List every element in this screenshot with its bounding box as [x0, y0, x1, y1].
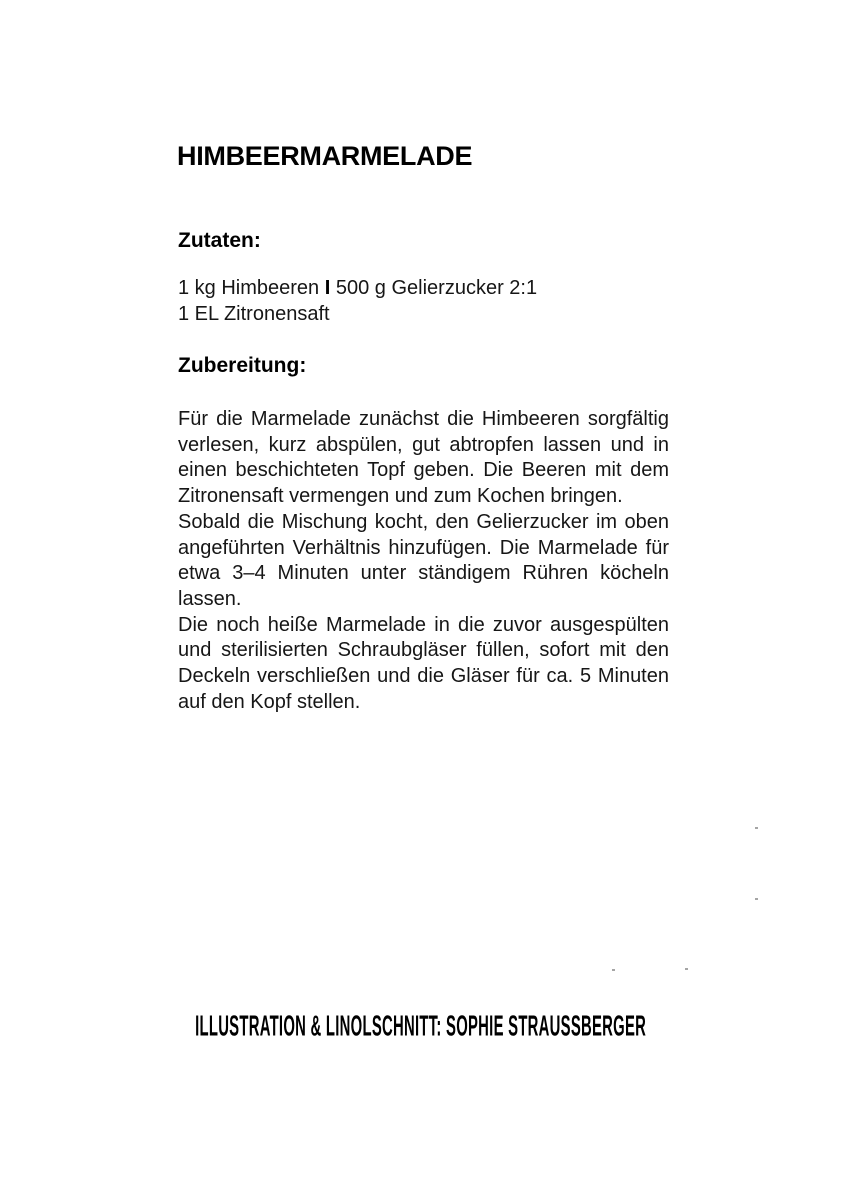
credit-line: [0, 1009, 842, 1042]
scan-speck: [755, 827, 758, 829]
preparation-paragraph: [178, 613, 669, 716]
preparation-heading: Zubereitung:: [178, 354, 307, 377]
scan-speck: [612, 969, 615, 971]
preparation-line: Zitronensaft vermengen und zum Kochen bringen.: [178, 485, 623, 508]
preparation-paragraph: [178, 407, 669, 510]
ingredient-separator: I: [324, 277, 331, 299]
ingredient-line-pre: 1 kg Himbeeren: [178, 277, 325, 299]
ingredient-line: 1 EL Zitronensaft: [178, 302, 330, 325]
preparation-line: Für die Marmelade zunächst die Himbeeren sorgfältig: [178, 408, 669, 430]
preparation-line: Deckeln verschließen und die Gläser für ca. 5 Minuten: [178, 665, 669, 688]
ingredient-line-post: 500 g Gelierzucker 2:1: [330, 277, 538, 299]
ingredients-list: [178, 276, 698, 327]
scan-speck: [755, 898, 758, 900]
preparation-line: lassen.: [178, 587, 242, 610]
preparation-line: auf den Kopf stellen.: [178, 690, 361, 713]
credit-text: ILLUSTRATION & LINOLSCHNITT: SOPHIE STRAUSSBERGER: [195, 1009, 647, 1042]
preparation-line: etwa 3–4 Minuten unter ständigem Rühren köcheln: [178, 562, 669, 585]
preparation-line: angeführten Verhältnis hinzufügen. Die Marmelade für: [178, 536, 669, 559]
preparation-line: und sterilisierten Schraubgläser füllen, sofort mit den: [178, 639, 669, 662]
ingredient-line: [178, 276, 698, 302]
ingredients-heading: Zutaten:: [178, 229, 261, 252]
scan-speck: [685, 968, 688, 970]
preparation-line: einen beschichteten Topf geben. Die Beeren mit dem: [178, 459, 669, 482]
preparation-line: Sobald die Mischung kocht, den Gelierzucker im oben: [178, 510, 669, 533]
preparation-line: verlesen, kurz abspülen, gut abtropfen lassen und in: [178, 433, 669, 456]
preparation-text: [178, 407, 669, 715]
preparation-paragraph: [178, 510, 669, 613]
recipe-title: HIMBEERMARMELADE: [177, 141, 473, 171]
preparation-line: Die noch heiße Marmelade in die zuvor ausgespülten: [178, 613, 669, 636]
